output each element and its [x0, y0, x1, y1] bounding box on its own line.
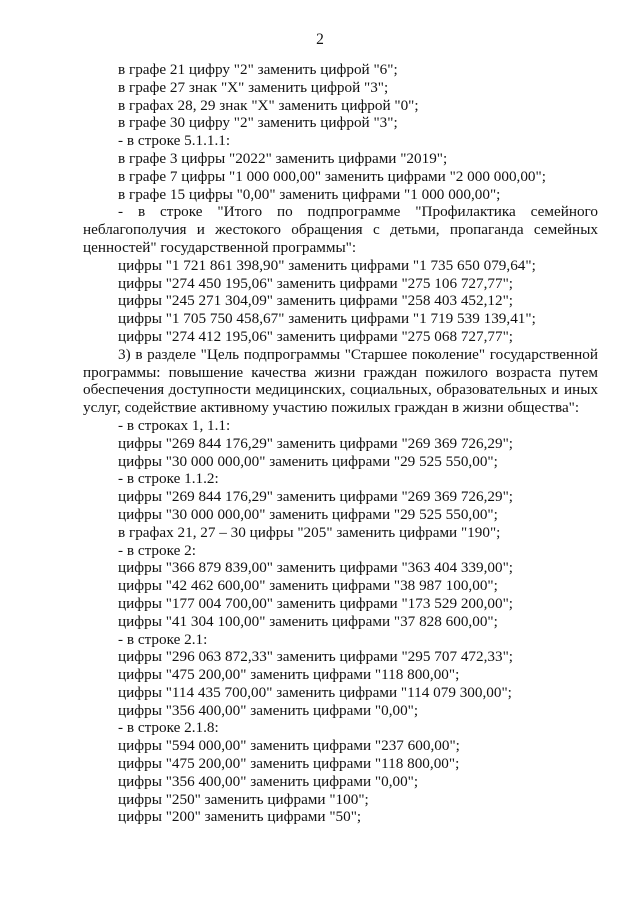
text-line: в графе 7 цифры "1 000 000,00" заменить цифрами "2 000 000,00";: [118, 167, 546, 185]
text-line: цифры "356 400,00" заменить цифрами "0,00";: [118, 701, 419, 719]
text-line: цифры "475 200,00" заменить цифрами "118 800,00";: [118, 666, 460, 684]
text-line: цифры "296 063 872,33" заменить цифрами "295 707 472,33";: [118, 648, 514, 666]
text-line: цифры "42 462 600,00" заменить цифрами "38 987 100,00";: [118, 577, 498, 595]
document-body: [83, 61, 598, 826]
text-line: в графе 3 цифры "2022" заменить цифрами "2019";: [118, 149, 448, 167]
text-line: в графах 28, 29 знак "X" заменить цифрой "0";: [118, 96, 419, 114]
text-line: цифры "366 879 839,00" заменить цифрами "363 404 339,00";: [118, 559, 514, 577]
text-line: цифры "274 450 195,06" заменить цифрами "275 106 727,77";: [118, 274, 514, 292]
text-line: цифры "245 271 304,09" заменить цифрами "258 403 452,12";: [118, 292, 514, 310]
text-line: - в строке 2:: [118, 541, 196, 559]
text-line: - в строке 1.1.2:: [118, 470, 219, 488]
text-line: в графах 21, 27 – 30 цифры "205" заменить цифрами "190";: [118, 523, 501, 541]
text-line: цифры "177 004 700,00" заменить цифрами "173 529 200,00";: [118, 594, 514, 612]
text-line: цифры "269 844 176,29" заменить цифрами "269 369 726,29";: [118, 434, 514, 452]
text-line: цифры "594 000,00" заменить цифрами "237 600,00";: [118, 737, 460, 755]
text-line: в графе 27 знак "X" заменить цифрой "3";: [118, 78, 389, 96]
text-line: неблагополучия и жестокого обращения с детьми, пропаганда семейных: [83, 221, 598, 239]
text-line: цифры "269 844 176,29" заменить цифрами "269 369 726,29";: [118, 488, 514, 506]
text-line: - в строке 2.1.8:: [118, 719, 219, 737]
text-line: в графе 30 цифру "2" заменить цифрой "3";: [118, 114, 398, 132]
text-line: ценностей" государственной программы":: [83, 238, 357, 256]
text-line: в графе 15 цифры "0,00" заменить цифрами "1 000 000,00";: [118, 185, 501, 203]
text-line: 3) в разделе "Цель подпрограммы "Старшее поколение" государственной: [118, 345, 598, 363]
text-line: цифры "30 000 000,00" заменить цифрами "29 525 550,00";: [118, 505, 498, 523]
text-line: - в строке 5.1.1.1:: [118, 132, 231, 150]
text-line: - в строках 1, 1.1:: [118, 416, 231, 434]
text-line: цифры "475 200,00" заменить цифрами "118 800,00";: [118, 755, 460, 773]
text-line: цифры "1 721 861 398,90" заменить цифрами "1 735 650 079,64";: [118, 256, 536, 274]
text-line: в графе 21 цифру "2" заменить цифрой "6";: [118, 61, 398, 78]
text-line: обеспечения доступности медицинских, социальных, образовательных и иных: [83, 381, 598, 399]
text-line: - в строке "Итого по подпрограмме "Профилактика семейного: [118, 203, 598, 221]
text-line: программы: повышение качества жизни граждан пожилого возраста путем: [83, 363, 598, 381]
text-line: цифры "356 400,00" заменить цифрами "0,00";: [118, 772, 419, 790]
text-line: цифры "41 304 100,00" заменить цифрами "37 828 600,00";: [118, 612, 498, 630]
text-line: - в строке 2.1:: [118, 630, 208, 648]
text-line: цифры "250" заменить цифрами "100";: [118, 790, 369, 808]
text-line: цифры "30 000 000,00" заменить цифрами "29 525 550,00";: [118, 452, 498, 470]
text-line: цифры "200" заменить цифрами "50";: [118, 808, 362, 826]
text-line: цифры "1 705 750 458,67" заменить цифрами "1 719 539 139,41";: [118, 310, 536, 328]
text-line: услуг, содействие активному участию пожилых граждан в жизни общества":: [83, 399, 580, 417]
page-number: 2: [316, 31, 324, 48]
text-line: цифры "114 435 700,00" заменить цифрами "114 079 300,00";: [118, 683, 512, 701]
text-line: цифры "274 412 195,06" заменить цифрами "275 068 727,77";: [118, 327, 514, 345]
